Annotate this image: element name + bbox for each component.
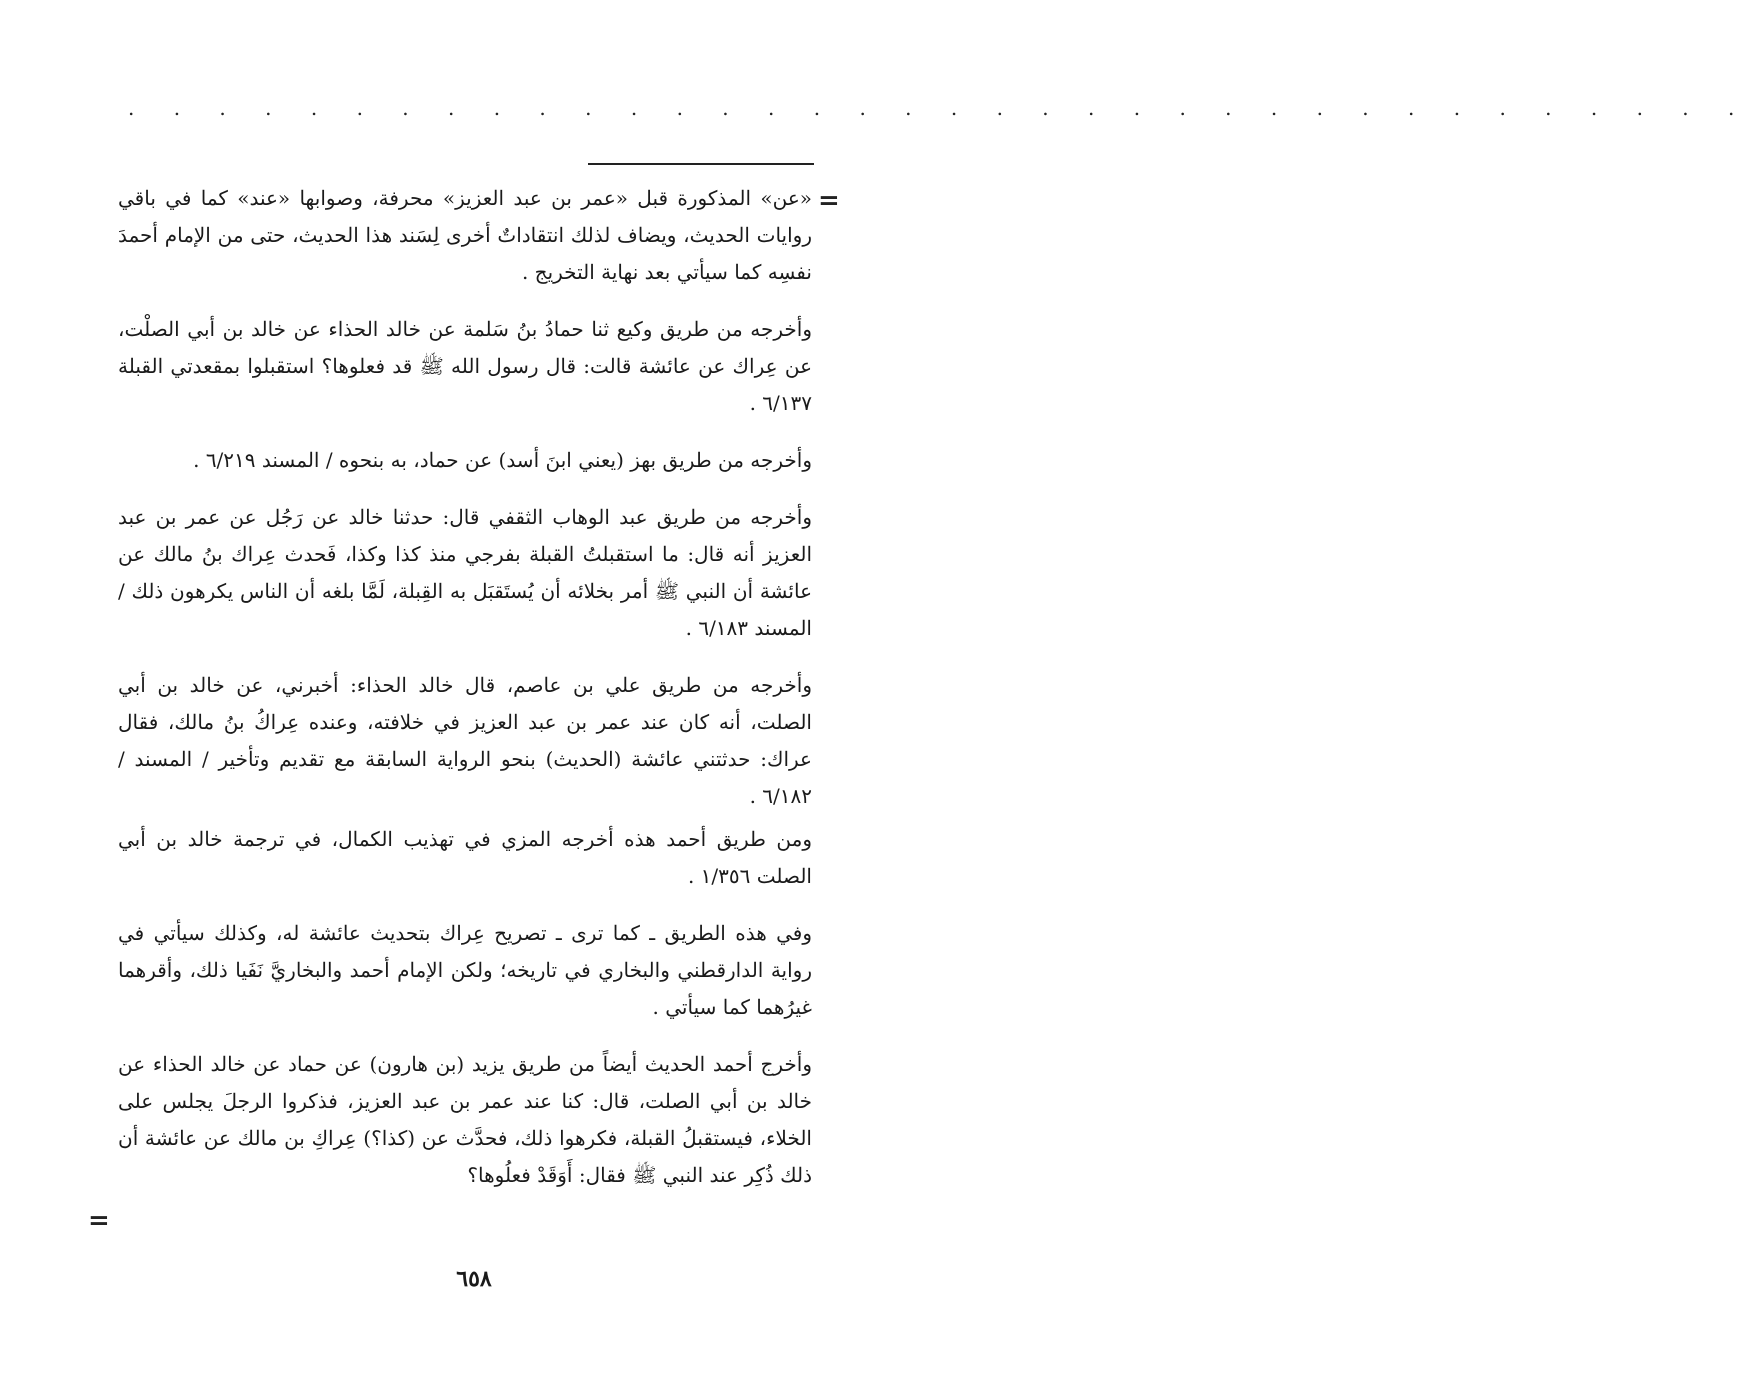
paragraph: وأخرجه من طريق علي بن عاصم، قال خالد الحذاء: أخبرني، عن خالد بن أبي الصلت، أنه كان عند عمر بن عبد العزيز في خلافته، وعنده عِراكُ بنُ مالك، فقال عراك: حدثتني عائشة (الحديث) بنحو الرواية السابقة مع تقديم وتأخير / المسند / ٦/١٨٢ . [118, 673, 812, 808]
continuation-mark-bottom: = [88, 1206, 110, 1236]
paragraph: وفي هذه الطريق ـ كما ترى ـ تصريح عِراك بتحديث عائشة له، وكذلك سيأتي في رواية الدارقطني والبخاري في تاريخه؛ ولكن الإمام أحمد والبخاريَّ نَفَيا ذلك، وأقرهما غيرُهما كما سيأتي . [118, 921, 812, 1019]
continuation-mark-top: = [818, 186, 840, 216]
paragraph: وأخرجه من طريق وكيع ثنا حمادُ بنُ سَلمة عن خالد الحذاء عن خالد بن أبي الصلْت، عن عِراك عن عائشة قالت: قال رسول الله ﷺ قد فعلوها؟ استقبلوا بمقعدتي القبلة ٦/١٣٧ . [118, 317, 812, 415]
page-number: ٦٥٨ [456, 1266, 492, 1292]
paragraph: وأخرجه من طريق عبد الوهاب الثقفي قال: حدثنا خالد عن رَجُل عن عمر بن عبد العزيز أنه قال: ما استقبلتُ القبلة بفرجي منذ كذا وكذا، فَحدث عِراك بنُ مالك عن عائشة أن النبي ﷺ أمر بخلائه أن يُستَقبَل به القِبلة، لَمَّا بلغه أن الناس يكرهون ذلك / المسند ٦/١٨٣ . [118, 505, 812, 640]
footnote-text [118, 180, 812, 1214]
paragraph: «عن» المذكورة قبل «عمر بن عبد العزيز» محرفة، وصوابها «عند» كما في باقي روايات الحديث، ويضاف لذلك انتقاداتٌ أخرى لِسَند هذا الحديث، حتى من الإمام أحمدَ نفسِه كما سيأتي بعد نهاية التخريج . [118, 186, 812, 284]
footnote-rule [588, 163, 814, 165]
paragraph: وأخرج أحمد الحديث أيضاً من طريق يزيد (بن هارون) عن حماد عن خالد الحذاء عن خالد بن أبي الصلت، قال: كنا عند عمر بن عبد العزيز، فذكروا الرجلَ يجلس على الخلاء، فيستقبلُ القبلة، فكرهوا ذلك، فحدَّث عن (كذا؟) عِراكِ بن مالك عن عائشة أن ذلك ذُكِر عند النبي ﷺ فقال: أَوَقَدْ فعلُوها؟ [118, 1052, 812, 1187]
paragraph: وأخرجه من طريق بهز (يعني ابنَ أسد) عن حماد، به بنحوه / المسند ٦/٢١٩ . [193, 448, 812, 472]
paragraph: ومن طريق أحمد هذه أخرجه المزي في تهذيب الكمال، في ترجمة خالد بن أبي الصلت ١/٣٥٦ . [118, 827, 812, 888]
dotted-separator: . . . . . . . . . . . . . . . . . . . . . . . . . . . . . . . . . . . . [128, 96, 1751, 120]
